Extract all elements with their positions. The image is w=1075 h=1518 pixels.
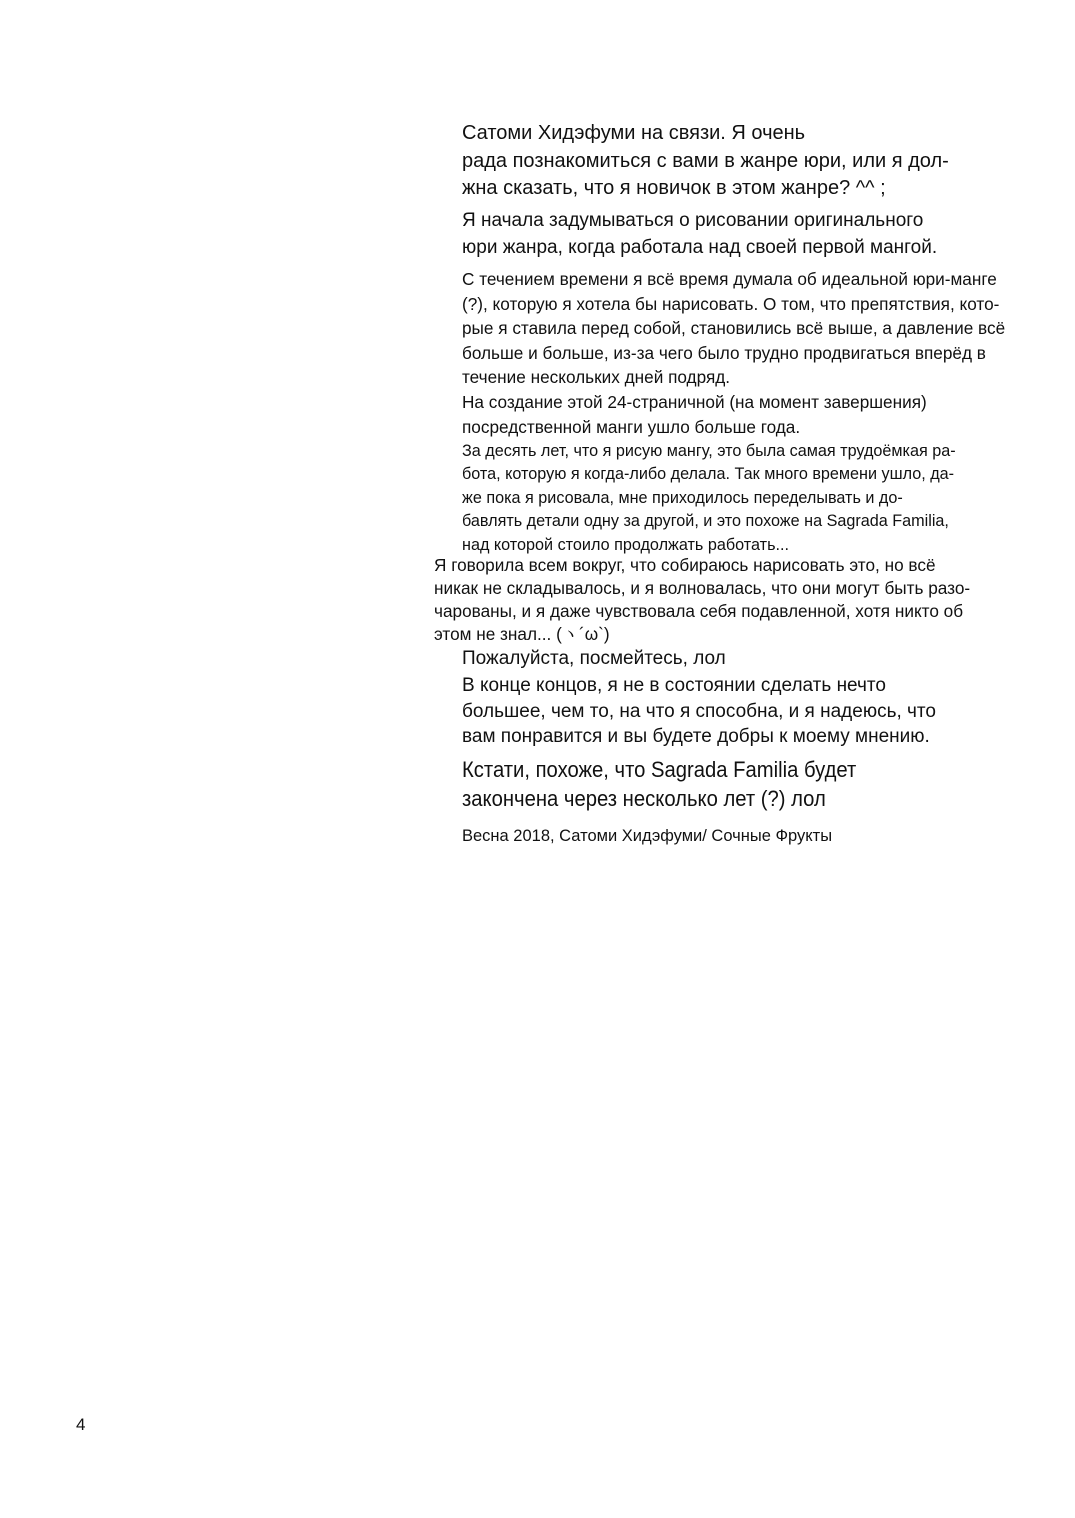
text-line: Я начала задумываться о рисовании оригинального xyxy=(462,210,924,231)
afterword-paragraph-7 xyxy=(462,646,726,672)
afterword-paragraph-8 xyxy=(462,673,936,750)
text-line: чарованы, и я даже чувствовала себя подавленной, хотя никто об xyxy=(434,601,964,621)
text-line: большее, чем то, на что я способна, и я надеюсь, что xyxy=(462,700,936,722)
afterword-paragraph-4 xyxy=(462,390,927,439)
text-line: никак не складывалось, и я волновалась, что они могут быть разо- xyxy=(434,578,971,598)
text-line: над которой стоило продолжать работать... xyxy=(462,535,789,554)
text-line: бавлять детали одну за другой, и это похоже на Sagrada Familia, xyxy=(462,512,949,531)
text-line: закончена через несколько лет (?) лол xyxy=(462,786,826,811)
text-line: В конце концов, я не в состоянии сделать нечто xyxy=(462,675,886,696)
afterword-intro xyxy=(462,120,949,203)
text-line: больше и больше, из-за чего было трудно продвигаться вперёд в xyxy=(462,342,986,363)
text-line: Весна 2018, Сатоми Хидэфуми/ Сочные Фрукты xyxy=(462,827,833,845)
text-line: На создание этой 24-страничной (на момент завершения) xyxy=(462,392,927,412)
text-line: Я говорила всем вокруг, что собираюсь нарисовать это, но всё xyxy=(434,555,936,575)
text-line: рада познакомиться с вами в жанре юри, или я дол- xyxy=(462,149,949,172)
afterword-paragraph-5 xyxy=(462,440,956,557)
afterword-paragraph-2 xyxy=(462,207,937,261)
author-signature xyxy=(462,825,832,847)
page-number: 4 xyxy=(76,1415,86,1434)
text-line: За десять лет, что я рисую мангу, это была самая трудоёмкая ра- xyxy=(462,442,956,460)
text-line: вам понравится и вы будете добры к моему мнению. xyxy=(462,726,930,747)
text-line: же пока я рисовала, мне приходилось переделывать и до- xyxy=(462,488,903,507)
afterword-paragraph-6 xyxy=(434,554,970,646)
text-line: Пожалуйста, посмейтесь, лол xyxy=(462,648,726,669)
text-line: Сатоми Хидэфуми на связи. Я очень xyxy=(462,122,806,144)
text-line: рые я ставила перед собой, становились всё выше, а давление всё xyxy=(462,318,1006,338)
text-line: Кстати, похоже, что Sagrada Familia будет xyxy=(462,757,857,782)
text-line: этом не знал... (ヽ´ω`) xyxy=(434,624,610,644)
text-line: течение нескольких дней подряд. xyxy=(462,367,731,387)
text-line: (?), которую я хотела бы нарисовать. О том, что препятствия, кото- xyxy=(462,293,1000,314)
text-line: юри жанра, когда работала над своей первой мангой. xyxy=(462,237,938,258)
afterword-paragraph-9 xyxy=(462,755,856,813)
text-line: жна сказать, что я новичок в этом жанре? ^^ ; xyxy=(462,177,886,199)
text-line: посредственной манги ушло больше года. xyxy=(462,416,801,437)
text-line: бота, которую я когда-либо делала. Так много времени ушло, да- xyxy=(462,465,955,484)
text-line: С течением времени я всё время думала об идеальной юри-манге xyxy=(462,269,997,289)
afterword-paragraph-3 xyxy=(462,267,1005,390)
